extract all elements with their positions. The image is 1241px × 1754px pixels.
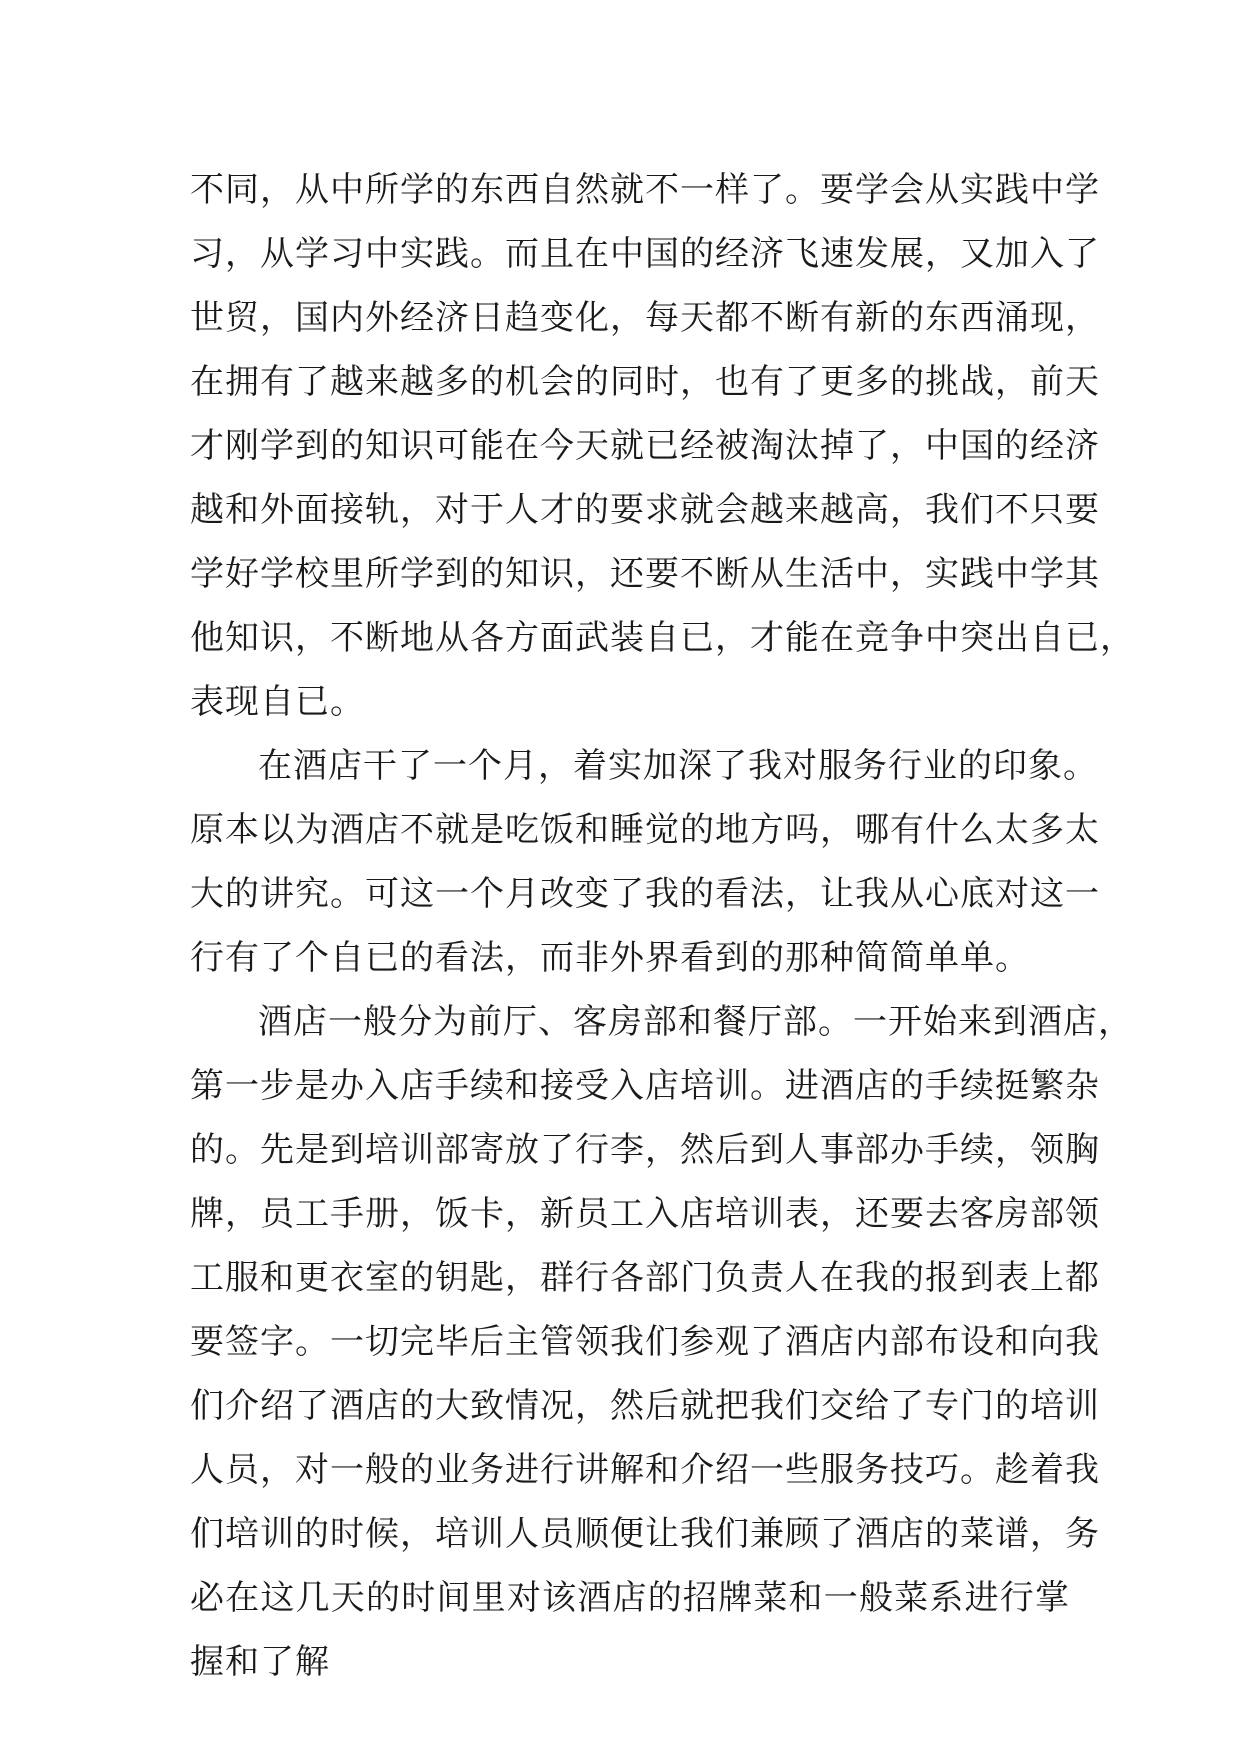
text-line: 不同，从中所学的东西自然就不一样了。要学会从实践中学 bbox=[190, 170, 1100, 210]
text-line: 握和了解 bbox=[190, 1642, 330, 1682]
text-line: 酒店一般分为前厅、客房部和餐厅部。一开始来到酒店， bbox=[258, 1002, 1133, 1042]
text-line: 人员，对一般的业务进行讲解和介绍一些服务技巧。趁着我 bbox=[190, 1450, 1100, 1490]
text-line: 世贸，国内外经济日趋变化，每天都不断有新的东西涌现， bbox=[190, 298, 1100, 338]
text-line: 原本以为酒店不就是吃饭和睡觉的地方吗，哪有什么太多太 bbox=[190, 810, 1100, 850]
text-line: 才刚学到的知识可能在今天就已经被淘汰掉了，中国的经济 bbox=[190, 426, 1100, 466]
text-line: 的。先是到培训部寄放了行李，然后到人事部办手续，领胸 bbox=[190, 1130, 1100, 1170]
text-line: 要签字。一切完毕后主管领我们参观了酒店内部布设和向我 bbox=[190, 1322, 1100, 1362]
text-line: 牌，员工手册，饭卡，新员工入店培训表，还要去客房部领 bbox=[190, 1194, 1100, 1234]
text-line: 在拥有了越来越多的机会的同时，也有了更多的挑战，前天 bbox=[190, 362, 1100, 402]
text-line: 们培训的时候，培训人员顺便让我们兼顾了酒店的菜谱，务 bbox=[190, 1514, 1100, 1554]
text-line: 工服和更衣室的钥匙，群行各部门负责人在我的报到表上都 bbox=[190, 1258, 1100, 1298]
text-line: 行有了个自已的看法，而非外界看到的那种简简单单。 bbox=[190, 938, 1030, 978]
text-line: 第一步是办入店手续和接受入店培训。进酒店的手续挺繁杂 bbox=[190, 1066, 1100, 1106]
text-line: 表现自已。 bbox=[190, 682, 365, 722]
text-line: 习，从学习中实践。而且在中国的经济飞速发展，又加入了 bbox=[190, 234, 1100, 274]
text-line: 必在这几天的时间里对该酒店的招牌菜和一般菜系进行掌 bbox=[190, 1578, 1070, 1618]
text-line: 在酒店干了一个月，着实加深了我对服务行业的印象。 bbox=[258, 746, 1098, 786]
text-line: 大的讲究。可这一个月改变了我的看法，让我从心底对这一 bbox=[190, 874, 1100, 914]
text-line: 越和外面接轨，对于人才的要求就会越来越高，我们不只要 bbox=[190, 490, 1100, 530]
text-line: 学好学校里所学到的知识，还要不断从生活中，实践中学其 bbox=[190, 554, 1100, 594]
text-line: 他知识，不断地从各方面武装自已，才能在竞争中突出自已， bbox=[190, 618, 1135, 658]
text-line: 们介绍了酒店的大致情况，然后就把我们交给了专门的培训 bbox=[190, 1386, 1100, 1426]
body-text bbox=[190, 158, 1135, 1694]
